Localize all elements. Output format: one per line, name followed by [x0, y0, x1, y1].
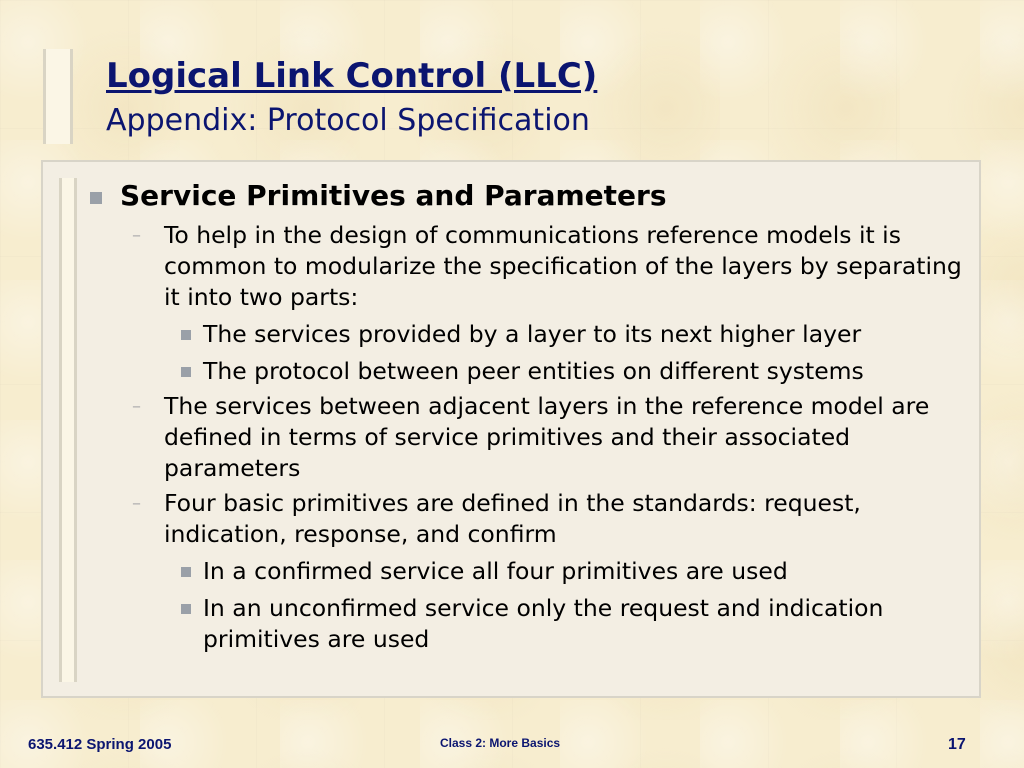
sub-bullet [86, 220, 966, 313]
sub-bullet-text: The services between adjacent layers in the reference model are defined in terms of service primitives and their associated parameters [164, 392, 930, 482]
footer-page-number: 17 [948, 736, 966, 753]
footer-course: 635.412 Spring 2005 [28, 736, 172, 753]
square-bullet-icon [181, 604, 191, 614]
bullet-list [86, 176, 966, 655]
slide-title: Logical Link Control (LLC) [106, 56, 598, 96]
sub-sub-bullet [86, 356, 966, 387]
square-bullet-icon [181, 330, 191, 340]
sub-sub-bullet-text: In a confirmed service all four primitives are used [203, 557, 788, 585]
sub-bullet-text: Four basic primitives are defined in the standards: request, indication, response, and confirm [164, 489, 861, 548]
dash-bullet-icon: – [132, 493, 141, 514]
sub-sub-bullet [86, 556, 966, 587]
dash-bullet-icon: – [132, 225, 141, 246]
slide-subtitle: Appendix: Protocol Specification [106, 103, 590, 138]
sub-bullet [86, 391, 966, 484]
sub-sub-bullet [86, 319, 966, 350]
bullet-heading [86, 176, 966, 216]
sub-bullet-text: To help in the design of communications reference models it is common to modularize the specification of the layers by separating it into two parts: [164, 221, 962, 311]
sub-sub-bullet-text: The protocol between peer entities on different systems [203, 357, 864, 385]
dash-bullet-icon: – [132, 396, 141, 417]
square-bullet-icon [90, 192, 102, 204]
square-bullet-icon [181, 567, 191, 577]
sub-sub-bullet-text: In an unconfirmed service only the request and indication primitives are used [203, 594, 884, 653]
bullet-heading-text: Service Primitives and Parameters [120, 179, 667, 212]
title-accent-bar [43, 49, 73, 144]
content-accent-bar [59, 178, 77, 682]
footer-class: Class 2: More Basics [440, 736, 561, 750]
sub-sub-bullet-text: The services provided by a layer to its next higher layer [203, 320, 862, 348]
square-bullet-icon [181, 367, 191, 377]
sub-bullet [86, 488, 966, 550]
sub-sub-bullet [86, 593, 966, 655]
